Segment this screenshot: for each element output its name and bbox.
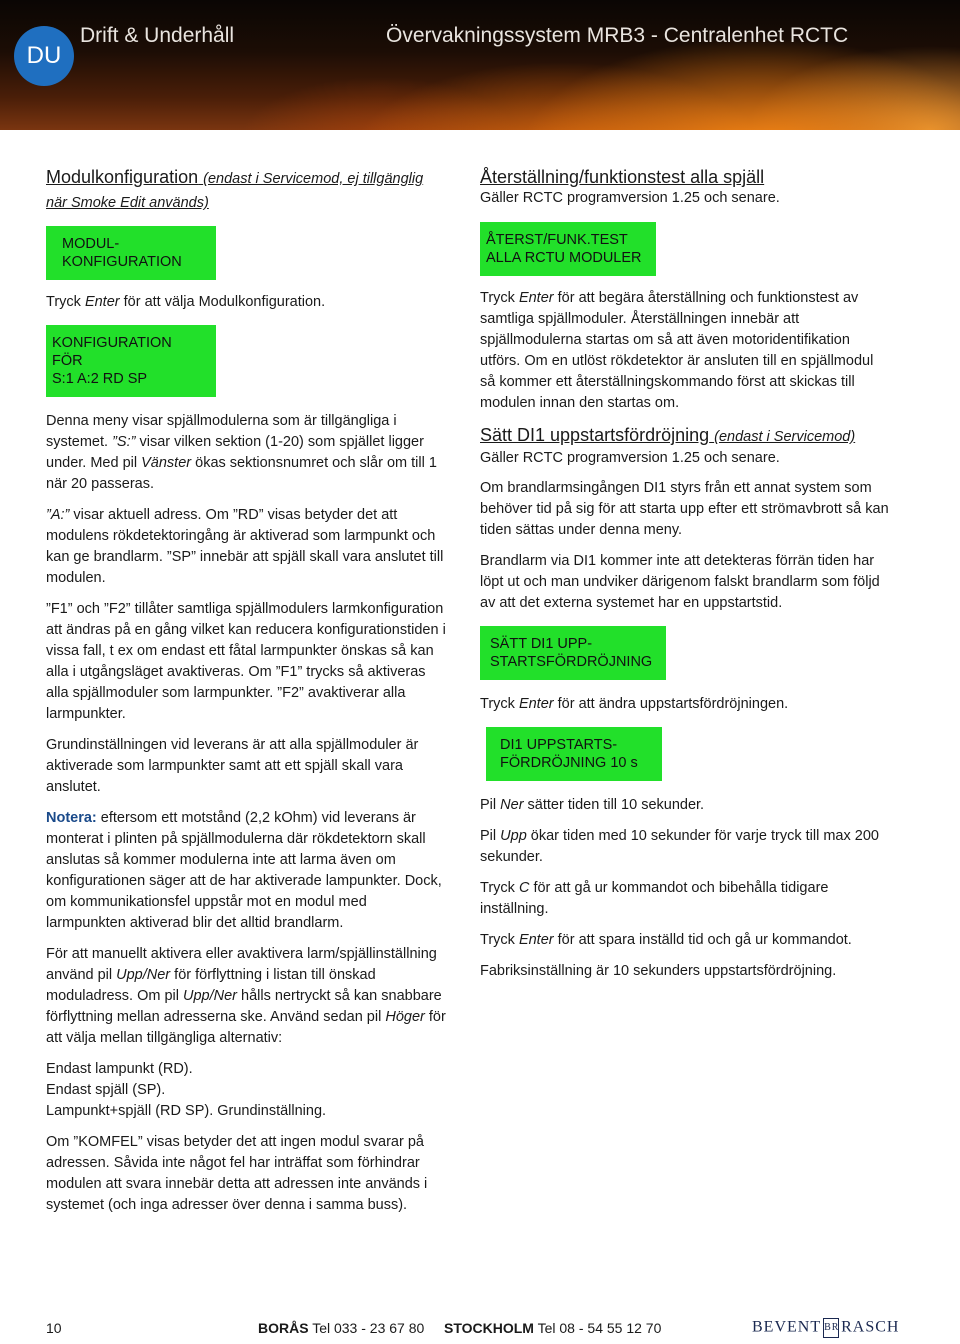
heading-text: Modulkonfiguration	[46, 167, 199, 187]
lcd-line: SÄTT DI1 UPP-	[490, 636, 593, 652]
lcd-line: S:1 A:2 RD SP	[52, 371, 148, 387]
list-item: Endast lampunkt (RD).	[46, 1061, 193, 1077]
contact-boras: BORÅS Tel 033 - 23 67 80	[258, 1320, 425, 1336]
lcd-line: ALLA RCTU MODULER	[486, 250, 642, 266]
lcd-line: KONFIGURATION	[62, 254, 182, 270]
section-heading-modulkonfiguration	[46, 166, 446, 214]
lcd-line: STARTSFÖRDRÖJNING	[490, 654, 653, 670]
bevent-rasch-logo: BEVENT BR RASCH	[752, 1318, 899, 1338]
option-list	[46, 1059, 446, 1122]
paragraph-note: Notera: eftersom ett motstånd (2,2 kOhm) vid leverans är monterat i plinten på spjällmodulerna där rökdetektorn skall anslutas så kommer modulerna inte att larma även om konfigurationen säger att de har aktiverade lampunkter. Dock, om kommunikationsfel uppstår mot en modul med larmpunkten aktiverad blir det alltid brandlarm.	[46, 810, 442, 931]
paragraph: Tryck Enter för att ändra uppstartsfördröjningen.	[480, 696, 789, 712]
page-number: 10	[46, 1320, 62, 1336]
paragraph: Denna meny visar spjällmodulerna som är tillgängliga i systemet. ”S:” visar vilken sektion (1-20) som spjället ligger under. Med pil Vänster ökas sektionsnumret och slår om till 1 när 20 passeras.	[46, 413, 437, 492]
paragraph: ”A:” visar aktuell adress. Om ”RD” visas betyder det att modulens rökdetektoringång är aktiverad som larmpunkt och kan ge brandlarm. ”SP” innebär att spjäll skall vara anslutet till modulen.	[46, 507, 444, 586]
paragraph: Tryck Enter för att begära återställning och funktionstest av samtliga spjällmoduler. Återställningen innebär att spjällmodulerna startas om så att även motoridentifikation utförs. Om en utlöst rökdetektor är ansluten till en spjällmodul så kommer ett återställningskommando först att skickas till modulen innan den startas om.	[480, 290, 874, 411]
lcd-display-di1-fordrojning	[486, 727, 662, 781]
contact-stockholm: STOCKHOLM Tel 08 - 54 55 12 70	[444, 1320, 662, 1336]
paragraph: Tryck C för att gå ur kommandot och bibehålla tidigare inställning.	[480, 880, 829, 917]
section-heading-aterstallning: Återställning/funktionstest alla spjäll	[480, 167, 765, 187]
lcd-display-konfiguration	[46, 325, 216, 397]
document-title: Övervakningssystem MRB3 - Centralenhet RCTC	[386, 24, 849, 47]
lcd-line: FÖRDRÖJNING 10 s	[500, 755, 638, 771]
paragraph: Pil Upp ökar tiden med 10 sekunder för varje tryck till max 200 sekunder.	[480, 828, 879, 865]
heading-note: (endast i Servicemod, ej tillgänglig när Smoke Edit används)	[46, 171, 424, 211]
lcd-line: KONFIGURATION FÖR	[52, 335, 172, 369]
lcd-display-satt-di1	[480, 626, 666, 680]
lcd-line: DI1 UPPSTARTS-	[500, 737, 618, 753]
paragraph: Grundinställningen vid leverans är att alla spjällmoduler är aktiverade som larmpunkter samt att ett spjäll skall vara anslutet.	[46, 737, 419, 795]
version-note: Gäller RCTC programversion 1.25 och senare.	[480, 190, 780, 206]
lcd-display-modulkonfiguration	[46, 226, 216, 280]
page-header	[0, 0, 960, 130]
logo-mark-icon: BR	[823, 1318, 839, 1338]
paragraph: Om brandlarmsingången DI1 styrs från ett annat system som behöver tid på sig för att starta upp efter ett strömavbrott så kan tiden sättas under denna meny.	[480, 480, 889, 538]
paragraph: Tryck Enter för att spara inställd tid och gå ur kommandot.	[480, 932, 852, 948]
paragraph: För att manuellt aktivera eller avaktivera larm/spjällinställning använd pil Upp/Ner för förflyttning i listan till önskad moduladress. Om pil Upp/Ner hålls nertryckt så kan snabbare förflyttning mellan adresserna ske. Använd sedan pil Höger för att välja mellan tillgängliga alternativ:	[46, 946, 446, 1046]
paragraph: Fabriksinställning är 10 sekunders uppstartsfördröjning.	[480, 963, 837, 979]
list-item: Lampunkt+spjäll (RD SP). Grundinställning.	[46, 1103, 327, 1119]
right-column	[480, 166, 890, 982]
section-heading-di1: Sätt DI1 uppstartsfördröjning (endast i Servicemod)	[480, 425, 856, 445]
version-note: Gäller RCTC programversion 1.25 och senare.	[480, 450, 780, 466]
paragraph: ”F1” och ”F2” tillåter samtliga spjällmodulers larmkonfiguration att ändras på en gång vilket kan reducera konfigurationstiden i vissa fall, t ex om endast ett fåtal larmpunkter önskas så kan alla i utgångsläget avaktiveras. Om ”F1” trycks så aktiveras alla spjällmoduler som larmpunkter. ”F2” avaktiverar alla larmpunkter.	[46, 601, 446, 722]
section-badge: DU	[14, 26, 74, 86]
lcd-line: ÅTERST/FUNK.TEST	[486, 232, 628, 248]
paragraph: Brandlarm via DI1 kommer inte att detekteras förrän tiden har löpt ut och man undviker därigenom falskt brandlarm som följd av att det externa systemet har en uppstartstid.	[480, 553, 880, 611]
paragraph: Om ”KOMFEL” visas betyder det att ingen modul svarar på adressen. Såvida inte något fel har inträffat som förhindrar modulen att svara innebär detta att adressen inte används i systemet (och inga adresser över denna i samma buss).	[46, 1134, 428, 1213]
lcd-line: MODUL-	[62, 236, 120, 252]
list-item: Endast spjäll (SP).	[46, 1082, 166, 1098]
paragraph: Pil Ner sätter tiden till 10 sekunder.	[480, 797, 705, 813]
lcd-display-aterst	[480, 222, 656, 276]
section-title: Drift & Underhåll	[80, 24, 235, 47]
left-column	[46, 166, 446, 1216]
paragraph: Tryck Enter för att välja Modulkonfiguration.	[46, 294, 326, 310]
